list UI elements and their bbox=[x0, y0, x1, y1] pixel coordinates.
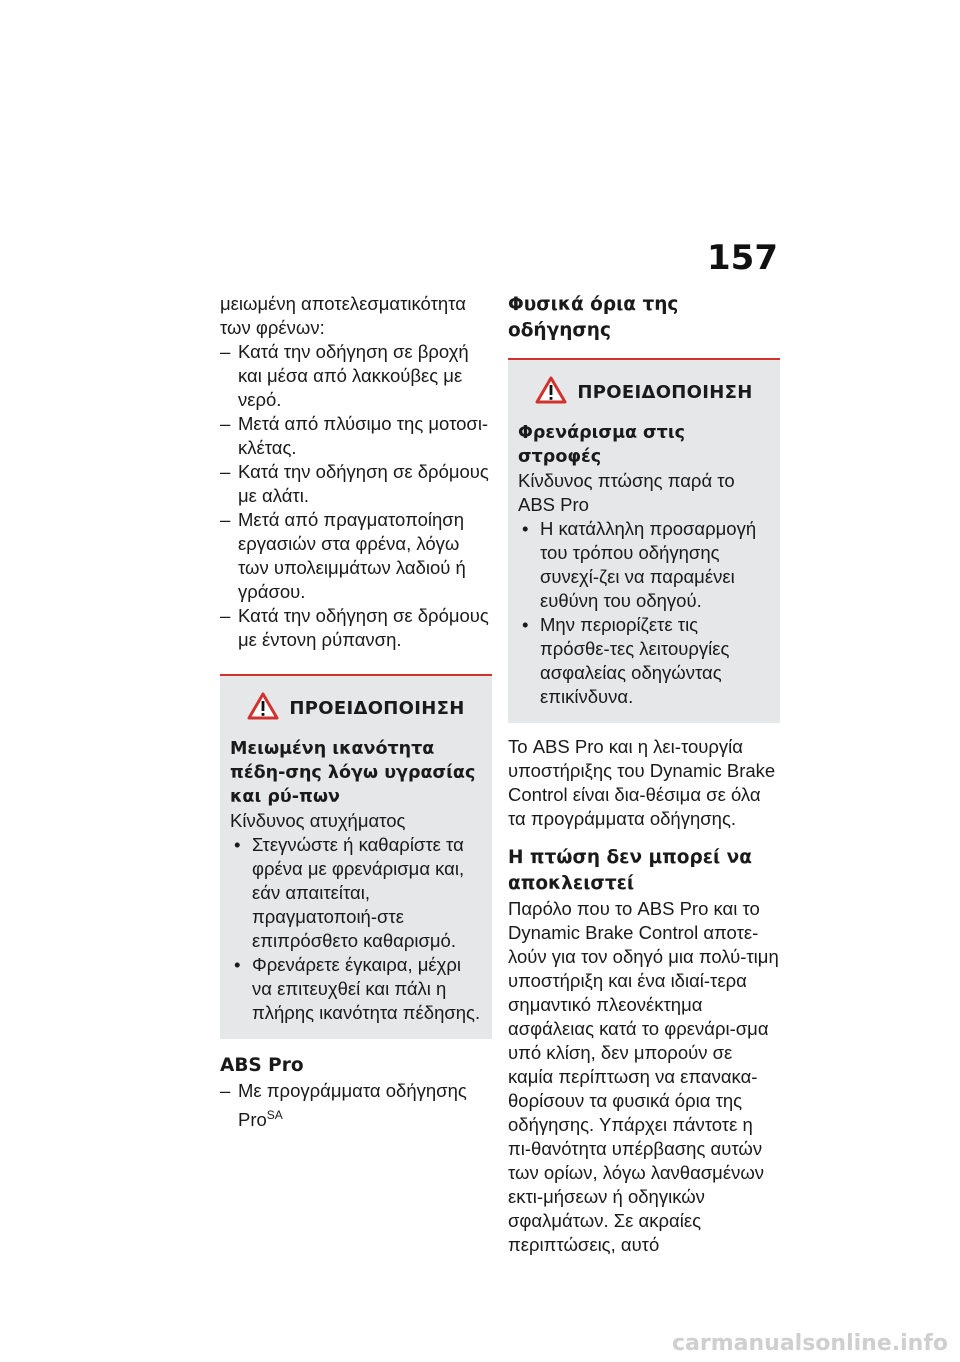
body-paragraph: Το ABS Pro και η λει-τουργία υποστήριξης του Dynamic Brake Control είναι δια-θέσιμα σε όλα τα προγράμματα οδήγησης. bbox=[508, 736, 776, 829]
warning-subtitle: Κίνδυνος πτώσης παρά το ABS Pro bbox=[518, 470, 735, 515]
warning-header bbox=[518, 376, 770, 409]
bullet-marker: • bbox=[522, 614, 529, 635]
footer-watermark: carmanualsonline.info bbox=[672, 1331, 948, 1356]
list-item bbox=[220, 460, 492, 508]
warning-bullet bbox=[230, 953, 482, 1025]
bullet-text: Μην περιορίζετε τις πρόσθε-τες λειτουργίες ασφαλείας οδηγώντας επικίνδυνα. bbox=[540, 614, 730, 707]
list-item-text: Μετά από πραγματοποίηση εργασιών στα φρένα, λόγω των υπολειμμάτων λαδιού ή γράσου. bbox=[238, 509, 466, 602]
warning-bullet bbox=[518, 517, 770, 613]
warning-label: ΠΡΟΕΙΔΟΠΟΙΗΣΗ bbox=[577, 382, 753, 403]
list-item-text: Κατά την οδήγηση σε δρόμους με αλάτι. bbox=[238, 461, 489, 506]
warning-title: Φρενάρισμα στις στροφές bbox=[518, 423, 686, 467]
dash-marker: – bbox=[220, 413, 231, 434]
list-item bbox=[220, 508, 492, 604]
section-heading: Η πτώση δεν μπορεί να αποκλειστεί bbox=[508, 847, 752, 894]
list-item bbox=[220, 340, 492, 412]
list-item-text: Κατά την οδήγηση σε δρόμους με έντονη ρύπανση. bbox=[238, 605, 489, 650]
dash-marker: – bbox=[220, 341, 231, 362]
section-heading-abs: ABS Pro bbox=[220, 1055, 304, 1076]
dash-marker: – bbox=[220, 461, 231, 482]
bullet-text: Φρενάρετε έγκαιρα, μέχρι να επιτευχθεί και πάλι η πλήρης ικανότητα πέδησης. bbox=[252, 954, 481, 1023]
left-column bbox=[220, 292, 492, 1132]
bullet-text: Η κατάλληλη προσαρμογή του τρόπου οδήγησης συνεχί-ζει να παραμένει ευθύνη του οδηγού. bbox=[540, 518, 757, 611]
warning-bullet bbox=[230, 833, 482, 953]
page-number: 157 bbox=[707, 238, 778, 278]
section-heading: Φυσικά όρια της οδήγησης bbox=[508, 294, 679, 341]
list-item-text: Με προγράμματα οδήγησης Pro bbox=[238, 1080, 467, 1131]
footnote-sup: SA bbox=[266, 1108, 283, 1122]
warning-triangle-icon bbox=[535, 376, 567, 409]
dash-marker: – bbox=[220, 509, 231, 530]
warning-header bbox=[230, 692, 482, 725]
warning-label: ΠΡΟΕΙΔΟΠΟΙΗΣΗ bbox=[289, 698, 465, 719]
warning-box bbox=[508, 358, 780, 723]
list-item bbox=[220, 412, 492, 460]
warning-triangle-icon bbox=[247, 692, 279, 725]
warning-subtitle: Κίνδυνος ατυχήματος bbox=[230, 810, 406, 831]
body-paragraph: Παρόλο που το ABS Pro και το Dynamic Brake Control αποτε-λούν για τον οδηγό μια πολύ-τιμη υποστήριξη και ένα ιδιαί-τερα σημαντικό πλεονέκτημα ασφάλειας κατά το φρενάρι-σμα υπό κλίση, δεν μπορούν σε καμία περίπτωση να επανακα-θορίσουν τα φυσικά όρια της οδήγησης. Υπάρχει πάντοτε η πι-θανότητα υπέρβασης αυτών των ορίων, λόγω λανθασμένων εκτι-μήσεων ή οδηγικών σφαλμάτων. Σε ακραίες περιπτώσεις, αυτό bbox=[508, 898, 779, 1255]
intro-line: των φρένων: bbox=[220, 317, 325, 338]
list-item bbox=[220, 604, 492, 652]
warning-box bbox=[220, 674, 492, 1039]
warning-title: Μειωμένη ικανότητα πέδη-σης λόγω υγρασίας και ρύ-πων bbox=[230, 739, 476, 807]
intro-line: μειωμένη αποτελεσματικότητα bbox=[220, 293, 466, 314]
list-item-text: Κατά την οδήγηση σε βροχή και μέσα από λακκούβες με νερό. bbox=[238, 341, 469, 410]
bullet-marker: • bbox=[234, 834, 241, 855]
warning-bullet bbox=[518, 613, 770, 709]
dash-marker: – bbox=[220, 1080, 231, 1101]
dash-marker: – bbox=[220, 605, 231, 626]
right-column bbox=[508, 292, 780, 1257]
bullet-marker: • bbox=[234, 954, 241, 975]
list-item-text: Μετά από πλύσιμο της μοτοσι-κλέτας. bbox=[238, 413, 489, 458]
bullet-text: Στεγνώστε ή καθαρίστε τα φρένα με φρενάρισμα και, εάν απαιτείται, πραγματοποιή-στε επιπρόσθετο καθαρισμό. bbox=[252, 834, 465, 951]
bullet-marker: • bbox=[522, 518, 529, 539]
list-item bbox=[220, 1079, 492, 1132]
